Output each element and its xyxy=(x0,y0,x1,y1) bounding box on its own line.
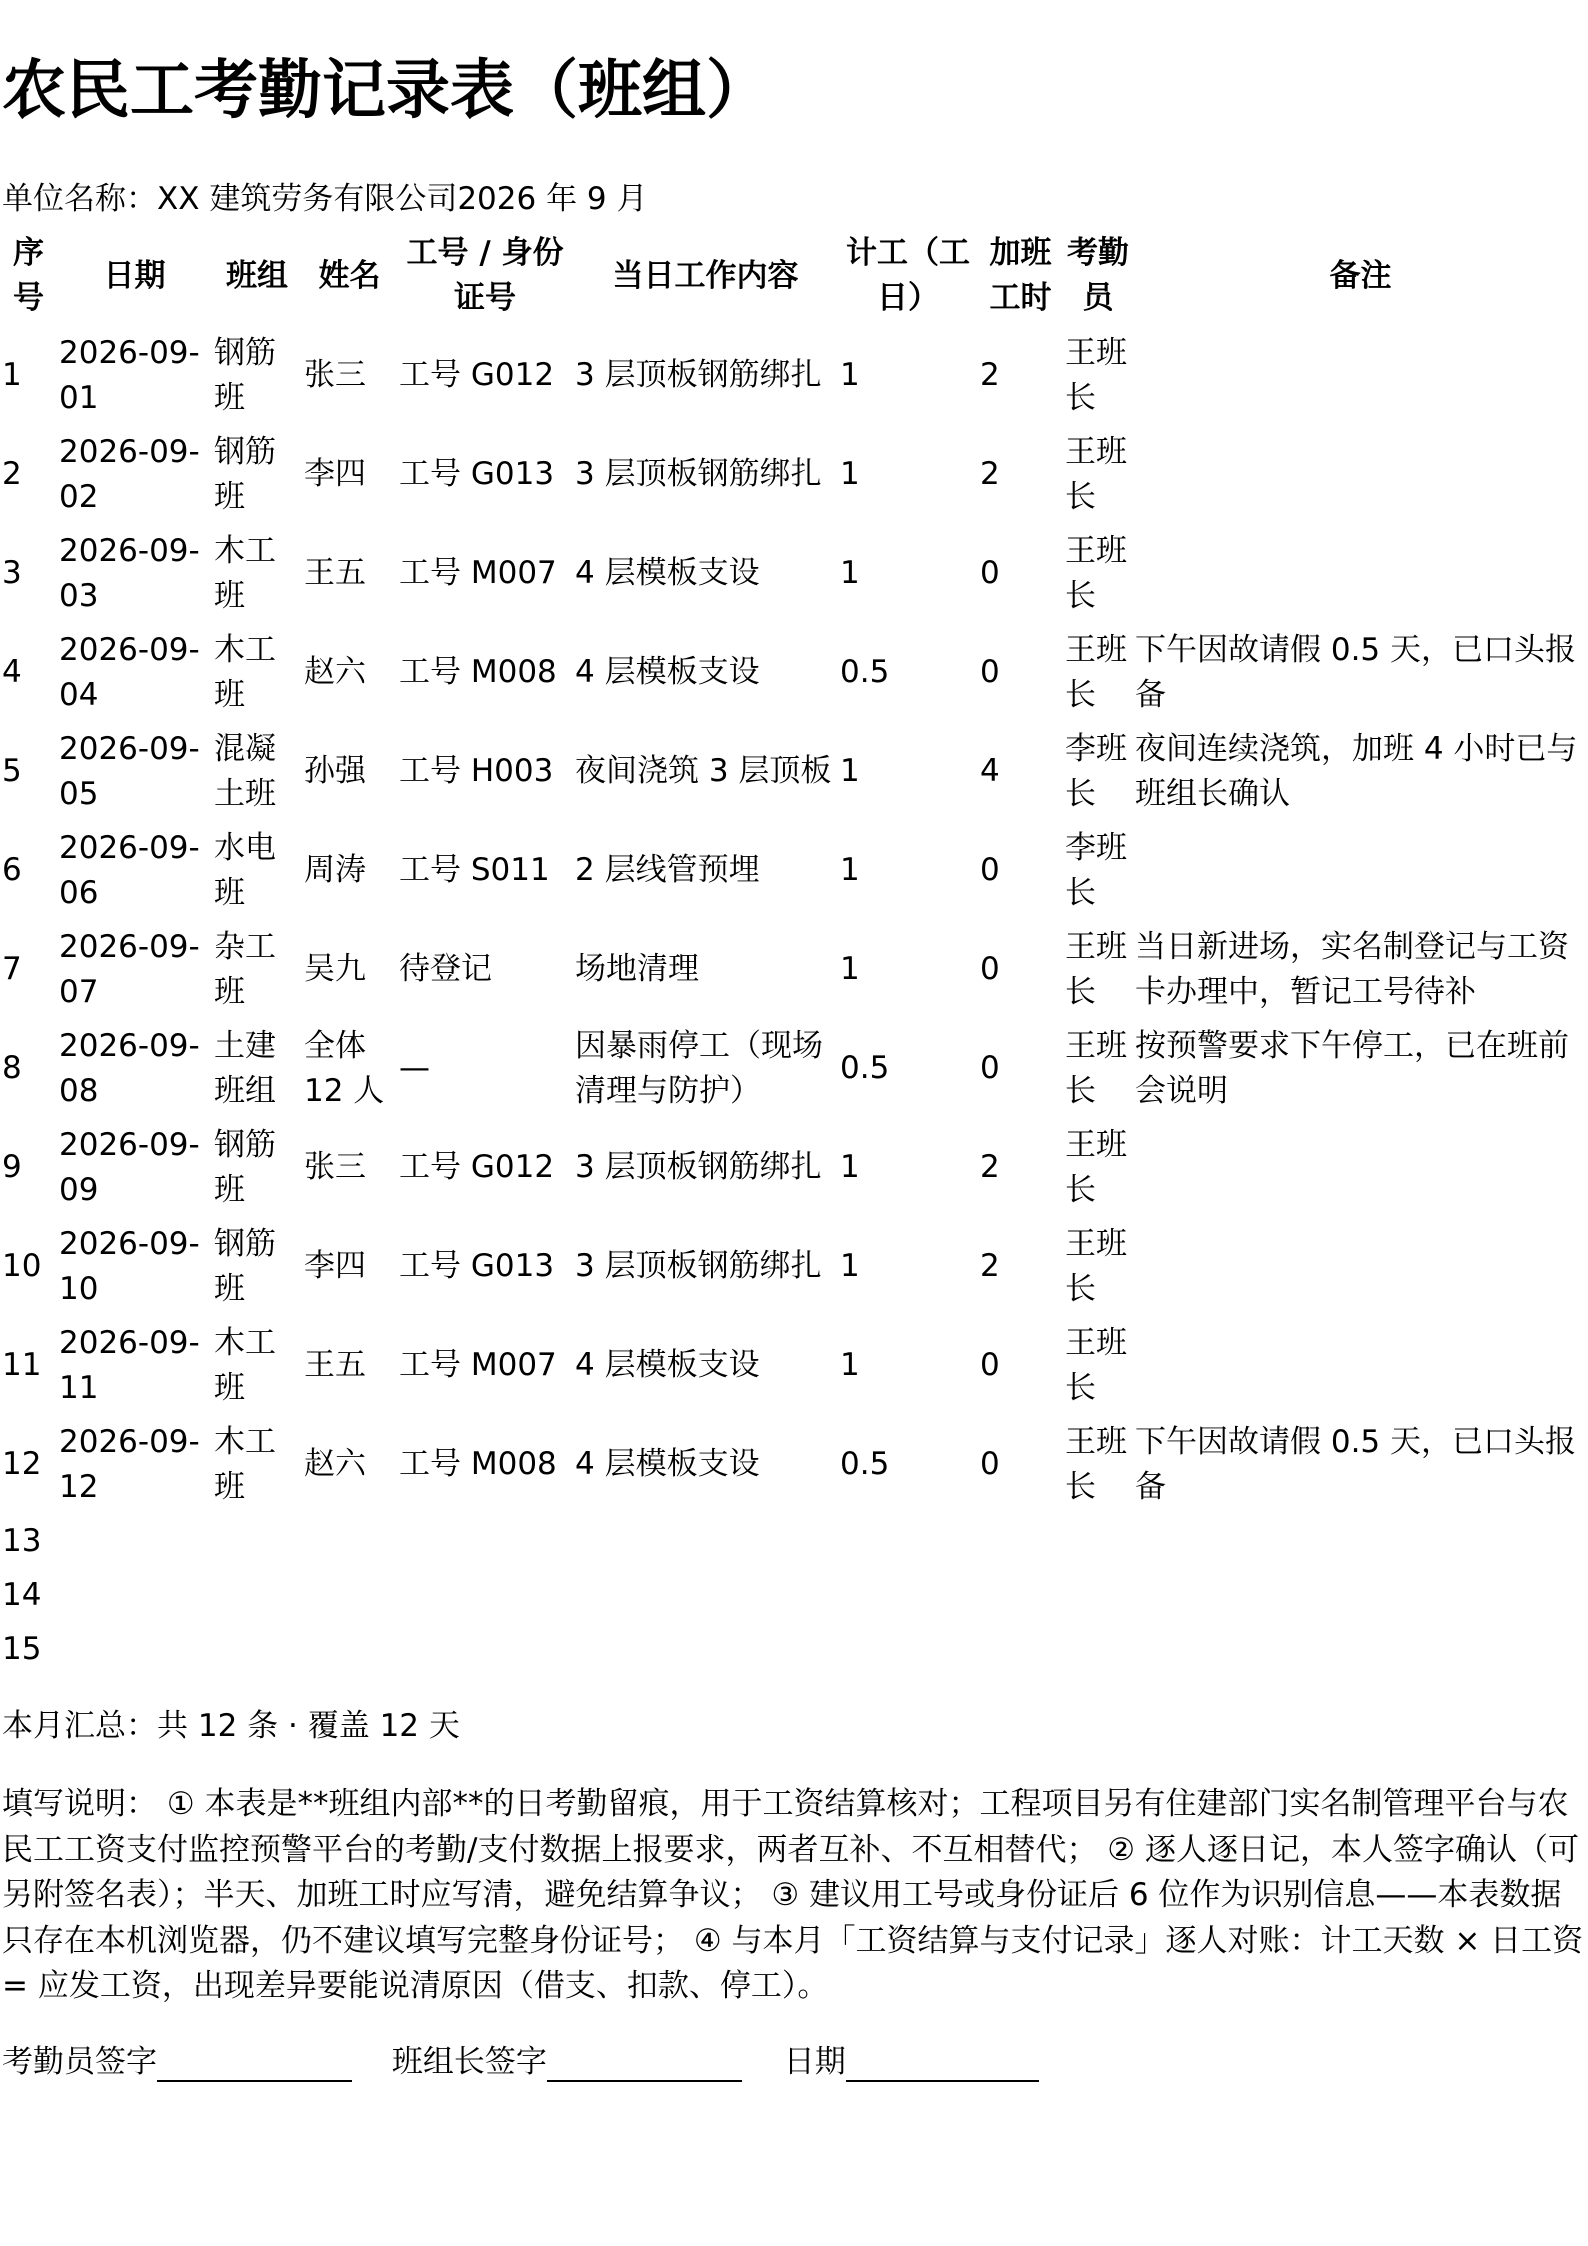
cell-name: 张三 xyxy=(304,1149,366,1185)
cell-id: 待登记 xyxy=(399,951,492,987)
cell-days: 0.5 xyxy=(840,654,890,690)
date-signature-line[interactable] xyxy=(846,2040,1039,2082)
cell-name: 李四 xyxy=(304,456,366,492)
cell-seq: 3 xyxy=(2,555,22,591)
column-header-days: 计工（工日） xyxy=(846,235,970,316)
cell-work: 2 层线管预埋 xyxy=(575,852,760,888)
cell-team xyxy=(212,1622,302,1676)
cell-id: 工号 G013 xyxy=(399,1248,555,1284)
cell-remark xyxy=(1133,821,1588,920)
cell-seq: 13 xyxy=(2,1522,42,1559)
cell-days: 1 xyxy=(840,357,860,393)
table-row xyxy=(0,524,1588,623)
clerk-signature-label: 考勤员签字 xyxy=(2,2044,157,2080)
cell-remark: 下午因故请假 0.5 天，已口头报备 xyxy=(1135,1423,1577,1505)
cell-id: 工号 M008 xyxy=(399,654,557,690)
cell-days: 1 xyxy=(840,456,860,492)
cell-days xyxy=(838,1514,978,1568)
cell-work: 4 层模板支设 xyxy=(575,555,760,591)
cell-days: 1 xyxy=(840,852,860,888)
cell-remark xyxy=(1133,1622,1588,1676)
cell-seq: 4 xyxy=(2,654,22,690)
cell-seq: 2 xyxy=(2,456,22,492)
cell-id: 工号 M007 xyxy=(399,1347,557,1383)
cell-team xyxy=(212,1568,302,1622)
cell-ot xyxy=(978,1568,1063,1622)
cell-team: 杂工班 xyxy=(214,928,276,1010)
cell-name xyxy=(302,1622,397,1676)
cell-clerk: 王班长 xyxy=(1065,433,1127,515)
cell-team: 土建班组 xyxy=(214,1027,276,1109)
cell-ot: 2 xyxy=(980,1149,1000,1185)
cell-id: 工号 H003 xyxy=(399,753,554,789)
filling-instructions: 填写说明： ① 本表是**班组内部**的日考勤留痕，用于工资结算核对；工程项目另有住建部门实名制管理平台与农民工工资支付监控预警平台的考勤/支付数据上报要求，两者互补、不互相替代； ② 逐人逐日记，本人签字确认（可另附签名表）；半天、加班工时应写清，避免结算争议； ③ 建议用工号或身份证后 6 位作为识别信息——本表数据只存在本机浏览器，仍不建议填写完整身份证号； ④ 与本月「工资结算与支付记录」逐人对账：计工天数 × 日工资 = 应发工资，出现差异要能说清原因（借支、扣款、停工）。 xyxy=(2,1786,1584,2004)
table-row-empty xyxy=(0,1514,1588,1568)
cell-remark: 下午因故请假 0.5 天，已口头报备 xyxy=(1135,631,1577,713)
cell-date: 2026-09-02 xyxy=(59,433,200,515)
cell-days: 1 xyxy=(840,1347,860,1383)
cell-work xyxy=(573,1568,838,1622)
cell-seq: 11 xyxy=(2,1347,42,1383)
table-header-row xyxy=(0,226,1588,326)
cell-remark xyxy=(1133,1217,1588,1316)
cell-team: 木工班 xyxy=(214,1423,276,1505)
clerk-signature[interactable] xyxy=(2,2040,352,2084)
cell-remark: 夜间连续浇筑，加班 4 小时已与班组长确认 xyxy=(1135,730,1578,812)
cell-date: 2026-09-11 xyxy=(59,1324,200,1406)
table-row xyxy=(0,326,1588,425)
column-header-name: 姓名 xyxy=(318,257,381,294)
cell-date: 2026-09-04 xyxy=(59,631,200,713)
cell-date: 2026-09-05 xyxy=(59,730,200,812)
cell-ot: 2 xyxy=(980,456,1000,492)
cell-work: 场地清理 xyxy=(575,951,699,987)
cell-work: 3 层顶板钢筋绑扎 xyxy=(575,456,822,492)
cell-id xyxy=(397,1514,573,1568)
cell-id: 工号 S011 xyxy=(399,852,550,888)
table-row xyxy=(0,1118,1588,1217)
cell-ot: 0 xyxy=(980,852,1000,888)
cell-id: 工号 M008 xyxy=(399,1446,557,1482)
cell-clerk: 王班长 xyxy=(1065,1324,1127,1406)
cell-seq: 14 xyxy=(2,1576,42,1613)
cell-date xyxy=(57,1514,212,1568)
cell-name: 赵六 xyxy=(304,654,366,690)
cell-name: 吴九 xyxy=(304,951,366,987)
cell-clerk xyxy=(1063,1514,1133,1568)
cell-clerk: 王班长 xyxy=(1065,1126,1127,1208)
cell-date xyxy=(57,1622,212,1676)
cell-id: 工号 G012 xyxy=(399,357,555,393)
cell-name: 张三 xyxy=(304,357,366,393)
cell-seq: 6 xyxy=(2,852,22,888)
cell-date: 2026-09-12 xyxy=(59,1423,200,1505)
cell-days: 0.5 xyxy=(840,1446,890,1482)
table-row xyxy=(0,920,1588,1019)
cell-clerk xyxy=(1063,1568,1133,1622)
cell-work: 3 层顶板钢筋绑扎 xyxy=(575,357,822,393)
document-title: 农民工考勤记录表（班组） xyxy=(2,54,770,128)
cell-id: 工号 G012 xyxy=(399,1149,555,1185)
cell-days: 1 xyxy=(840,1149,860,1185)
clerk-signature-line[interactable] xyxy=(157,2040,352,2082)
cell-days: 1 xyxy=(840,753,860,789)
cell-ot xyxy=(978,1622,1063,1676)
cell-date: 2026-09-01 xyxy=(59,334,200,416)
column-header-overtime: 加班工时 xyxy=(989,235,1052,316)
cell-date: 2026-09-10 xyxy=(59,1225,200,1307)
cell-id: — xyxy=(399,1050,430,1086)
cell-work: 3 层顶板钢筋绑扎 xyxy=(575,1149,822,1185)
cell-remark xyxy=(1133,524,1588,623)
table-row xyxy=(0,1217,1588,1316)
cell-work xyxy=(573,1622,838,1676)
cell-days: 0.5 xyxy=(840,1050,890,1086)
cell-remark: 当日新进场，实名制登记与工资卡办理中，暂记工号待补 xyxy=(1135,928,1569,1010)
signature-area xyxy=(2,2040,1039,2084)
cell-id: 工号 G013 xyxy=(399,456,555,492)
cell-ot: 0 xyxy=(980,654,1000,690)
cell-team: 木工班 xyxy=(214,631,276,713)
cell-name xyxy=(302,1568,397,1622)
table-row xyxy=(0,1316,1588,1415)
cell-date: 2026-09-09 xyxy=(59,1126,200,1208)
cell-date xyxy=(57,1568,212,1622)
table-row xyxy=(0,1415,1588,1514)
monthly-summary: 本月汇总：共 12 条 · 覆盖 12 天 xyxy=(2,1708,460,1744)
cell-ot xyxy=(978,1514,1063,1568)
cell-work: 4 层模板支设 xyxy=(575,1347,760,1383)
column-header-work: 当日工作内容 xyxy=(612,257,799,294)
leader-signature-label: 班组长签字 xyxy=(391,2044,547,2080)
column-header-seq: 序号 xyxy=(13,235,44,316)
cell-team: 钢筋班 xyxy=(214,334,276,416)
cell-name: 王五 xyxy=(304,555,366,591)
cell-ot: 0 xyxy=(980,951,1000,987)
cell-seq: 5 xyxy=(2,753,22,789)
cell-seq: 15 xyxy=(2,1630,42,1667)
cell-team: 木工班 xyxy=(214,532,276,614)
table-row xyxy=(0,1019,1588,1118)
cell-seq: 10 xyxy=(2,1248,42,1284)
cell-clerk: 李班长 xyxy=(1065,730,1127,812)
cell-name: 赵六 xyxy=(304,1446,366,1482)
cell-clerk: 王班长 xyxy=(1065,1423,1127,1505)
cell-work xyxy=(573,1514,838,1568)
cell-ot: 2 xyxy=(980,1248,1000,1284)
table-row xyxy=(0,425,1588,524)
leader-signature-line[interactable] xyxy=(547,2040,742,2082)
cell-team: 混凝土班 xyxy=(214,730,276,812)
cell-seq: 1 xyxy=(2,357,22,393)
cell-work: 3 层顶板钢筋绑扎 xyxy=(575,1248,822,1284)
cell-clerk: 王班长 xyxy=(1065,1027,1127,1109)
column-header-date: 日期 xyxy=(103,257,166,294)
cell-clerk: 王班长 xyxy=(1065,631,1127,713)
cell-clerk: 王班长 xyxy=(1065,532,1127,614)
cell-days: 1 xyxy=(840,951,860,987)
cell-remark: 按预警要求下午停工，已在班前会说明 xyxy=(1135,1027,1569,1109)
cell-clerk xyxy=(1063,1622,1133,1676)
leader-signature[interactable] xyxy=(392,2040,742,2084)
cell-work: 4 层模板支设 xyxy=(575,1446,760,1482)
cell-seq: 8 xyxy=(2,1050,22,1086)
column-header-team: 班组 xyxy=(226,257,288,294)
attendance-table xyxy=(0,226,1588,1676)
date-signature-label: 日期 xyxy=(783,2044,846,2080)
cell-days xyxy=(838,1622,978,1676)
cell-name: 李四 xyxy=(304,1248,366,1284)
cell-work: 因暴雨停工（现场清理与防护） xyxy=(575,1027,823,1109)
cell-seq: 9 xyxy=(2,1149,22,1185)
cell-name: 王五 xyxy=(304,1347,366,1383)
cell-days: 1 xyxy=(840,555,860,591)
cell-id xyxy=(397,1568,573,1622)
cell-remark xyxy=(1133,1514,1588,1568)
cell-days xyxy=(838,1568,978,1622)
cell-ot: 0 xyxy=(980,1347,1000,1383)
cell-remark xyxy=(1133,1568,1588,1622)
cell-work: 夜间浇筑 3 层顶板 xyxy=(575,753,832,789)
column-header-remark: 备注 xyxy=(1329,257,1392,294)
column-header-id: 工号 / 身份证号 xyxy=(406,235,564,316)
cell-ot: 0 xyxy=(980,555,1000,591)
cell-remark xyxy=(1133,425,1588,524)
cell-name: 孙强 xyxy=(304,753,366,789)
cell-team: 木工班 xyxy=(214,1324,276,1406)
table-row xyxy=(0,722,1588,821)
cell-date: 2026-09-08 xyxy=(59,1027,200,1109)
cell-ot: 2 xyxy=(980,357,1000,393)
unit-name-line: 单位名称：XX 建筑劳务有限公司2026 年 9 月 xyxy=(2,181,648,217)
cell-ot: 0 xyxy=(980,1446,1000,1482)
cell-date: 2026-09-07 xyxy=(59,928,200,1010)
cell-team: 水电班 xyxy=(214,829,276,911)
cell-clerk: 王班长 xyxy=(1065,928,1127,1010)
cell-work: 4 层模板支设 xyxy=(575,654,760,690)
table-row-empty xyxy=(0,1622,1588,1676)
cell-seq: 12 xyxy=(2,1446,42,1482)
cell-clerk: 王班长 xyxy=(1065,334,1127,416)
cell-id xyxy=(397,1622,573,1676)
cell-name: 全体 12 人 xyxy=(304,1027,385,1109)
cell-ot: 0 xyxy=(980,1050,1000,1086)
cell-team: 钢筋班 xyxy=(214,1126,276,1208)
cell-date: 2026-09-03 xyxy=(59,532,200,614)
table-row xyxy=(0,623,1588,722)
cell-team: 钢筋班 xyxy=(214,1225,276,1307)
cell-remark xyxy=(1133,326,1588,425)
table-row xyxy=(0,821,1588,920)
cell-team: 钢筋班 xyxy=(214,433,276,515)
date-signature[interactable] xyxy=(784,2040,1039,2084)
cell-remark xyxy=(1133,1118,1588,1217)
cell-remark xyxy=(1133,1316,1588,1415)
cell-team xyxy=(212,1514,302,1568)
table-row-empty xyxy=(0,1568,1588,1622)
cell-ot: 4 xyxy=(980,753,1000,789)
cell-name: 周涛 xyxy=(304,852,366,888)
column-header-clerk: 考勤员 xyxy=(1067,235,1129,316)
cell-clerk: 李班长 xyxy=(1065,829,1127,911)
cell-seq: 7 xyxy=(2,951,22,987)
cell-days: 1 xyxy=(840,1248,860,1284)
cell-id: 工号 M007 xyxy=(399,555,557,591)
cell-date: 2026-09-06 xyxy=(59,829,200,911)
cell-clerk: 王班长 xyxy=(1065,1225,1127,1307)
cell-name xyxy=(302,1514,397,1568)
